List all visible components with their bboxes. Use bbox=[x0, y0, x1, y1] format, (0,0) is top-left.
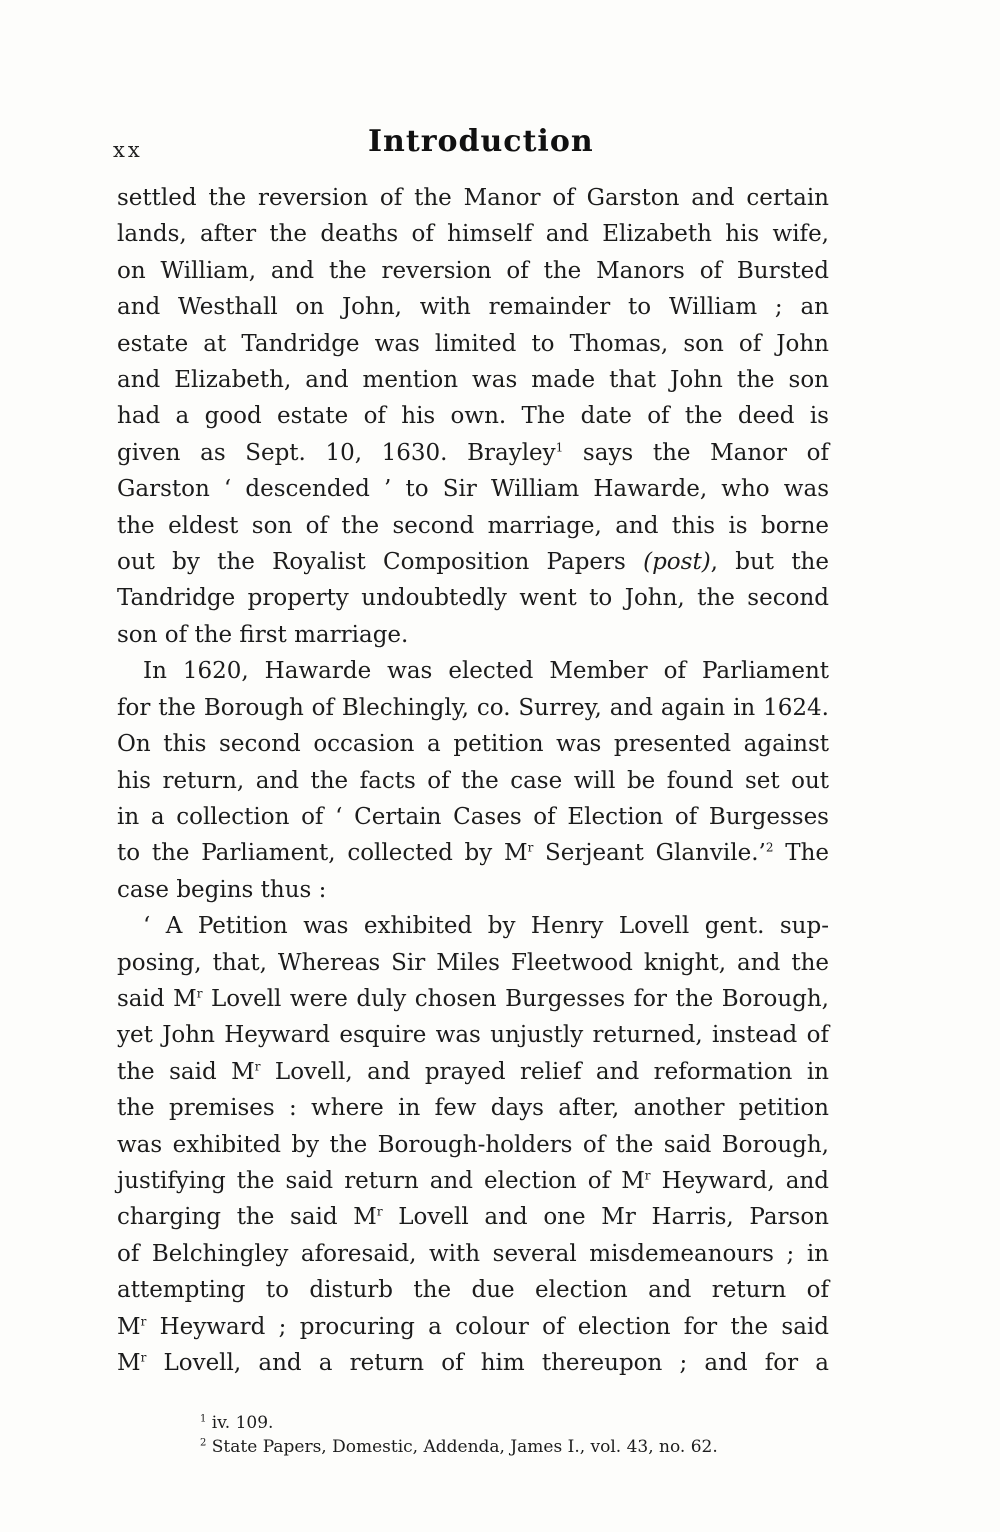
text-line: and Westhall on John, with remainder to William ; an bbox=[117, 294, 829, 321]
text-segment: Lovell, and prayed relief and reformation in bbox=[260, 1058, 829, 1085]
superscript: r bbox=[140, 1350, 147, 1365]
text-line: posing, that, Whereas Sir Miles Fleetwood knight, and the bbox=[117, 949, 829, 976]
text-line: was exhibited by the Borough-holders of the said Borough, bbox=[117, 1131, 829, 1158]
footnote-2 bbox=[200, 1435, 840, 1459]
text-line: settled the reversion of the Manor of Garston and certain bbox=[117, 185, 829, 211]
text-line: had a good estate of his own. The date of the deed is bbox=[117, 403, 829, 430]
text-segment: charging the said M bbox=[117, 1204, 377, 1231]
paragraph-1 bbox=[117, 180, 829, 653]
text-line bbox=[117, 981, 829, 1017]
text-line bbox=[117, 1199, 829, 1235]
text-line: case begins thus : bbox=[117, 876, 327, 903]
text-line: In 1620, Hawarde was elected Member of Parliament bbox=[143, 658, 829, 685]
text-line: his return, and the facts of the case will be found set out bbox=[117, 767, 829, 794]
text-line: the premises : where in few days after, another petition bbox=[117, 1095, 829, 1122]
text-line: lands, after the deaths of himself and Elizabeth his wife, bbox=[117, 221, 829, 248]
paragraph-2 bbox=[117, 653, 829, 908]
italic-text: (post) bbox=[643, 549, 711, 576]
text-segment: Serjeant Glanvile.’ bbox=[533, 840, 766, 867]
text-line bbox=[117, 835, 829, 871]
text-segment: to the Parliament, collected by M bbox=[117, 840, 528, 867]
superscript: r bbox=[254, 1059, 261, 1074]
text-line: Garston ‘ descended ’ to Sir William Hawarde, who was bbox=[117, 476, 829, 503]
text-line: attempting to disturb the due election and return of bbox=[117, 1277, 829, 1304]
text-segment: M bbox=[117, 1350, 141, 1376]
footnote-ref: 2 bbox=[765, 840, 774, 855]
footnote-text: State Papers, Domestic, Addenda, James I., vol. 43, no. 62. bbox=[206, 1437, 718, 1457]
text-segment: Heyward ; procuring a colour of election for the said bbox=[146, 1313, 829, 1340]
text-line bbox=[117, 1163, 829, 1199]
text-segment: Lovell were duly chosen Burgesses for the Borough, bbox=[202, 985, 829, 1012]
footnote-text: iv. 109. bbox=[206, 1413, 274, 1433]
text-line: on William, and the reversion of the Manors of Bursted bbox=[117, 257, 829, 284]
text-line: and Elizabeth, and mention was made that John the son bbox=[117, 367, 829, 394]
superscript: r bbox=[376, 1204, 383, 1219]
text-segment: says the Manor of bbox=[563, 439, 829, 466]
text-segment: The bbox=[773, 840, 829, 867]
text-segment: M bbox=[117, 1313, 141, 1340]
footnote-1 bbox=[200, 1411, 840, 1435]
footnote-mark: 2 bbox=[200, 1437, 207, 1449]
footnote-ref: 1 bbox=[555, 440, 564, 455]
text-line: for the Borough of Blechingly, co. Surrey, and again in 1624. bbox=[117, 694, 829, 721]
text-line: On this second occasion a petition was presented against bbox=[117, 731, 829, 758]
text-line bbox=[117, 1345, 829, 1381]
text-segment: , but the bbox=[710, 549, 829, 576]
superscript: r bbox=[196, 986, 203, 1001]
text-line: ‘ A Petition was exhibited by Henry Lovell gent. sup- bbox=[143, 913, 829, 940]
text-line bbox=[117, 1054, 829, 1090]
text-line bbox=[117, 1309, 829, 1345]
text-segment: the said M bbox=[117, 1058, 255, 1085]
text-segment: justifying the said return and election of M bbox=[117, 1167, 645, 1194]
text-line: son of the first marriage. bbox=[117, 621, 409, 648]
footnote-mark: 1 bbox=[200, 1413, 207, 1425]
text-segment: given as Sept. 10, 1630. Brayley bbox=[117, 439, 556, 466]
text-segment: out by the Royalist Composition Papers bbox=[117, 549, 626, 576]
text-segment: Lovell and one Mr Harris, Parson bbox=[382, 1204, 829, 1231]
text-line: of Belchingley aforesaid, with several misdemeanours ; in bbox=[117, 1240, 829, 1267]
superscript: r bbox=[644, 1168, 651, 1183]
superscript: r bbox=[527, 840, 534, 855]
text-line bbox=[117, 544, 829, 580]
text-line: yet John Heyward esquire was unjustly returned, instead of bbox=[117, 1022, 829, 1049]
text-line: estate at Tandridge was limited to Thomas, son of John bbox=[117, 330, 829, 357]
text-line: in a collection of ‘ Certain Cases of Election of Burgesses bbox=[117, 803, 829, 830]
paragraph-3-quotation bbox=[117, 908, 829, 1381]
page-number: xx bbox=[113, 138, 143, 162]
text-line: Tandridge property undoubtedly went to John, the second bbox=[117, 585, 829, 612]
page-header bbox=[113, 124, 833, 168]
superscript: r bbox=[140, 1313, 147, 1328]
text-line bbox=[117, 435, 829, 471]
text-line: the eldest son of the second marriage, and this is borne bbox=[117, 512, 829, 539]
running-title: Introduction bbox=[368, 124, 594, 159]
text-segment: said M bbox=[117, 985, 197, 1012]
body-text bbox=[117, 180, 829, 1381]
footnotes bbox=[200, 1411, 840, 1459]
text-segment: Heyward, and bbox=[650, 1167, 829, 1194]
text-segment: Lovell, and a return of him thereupon ; and for a bbox=[146, 1350, 829, 1376]
